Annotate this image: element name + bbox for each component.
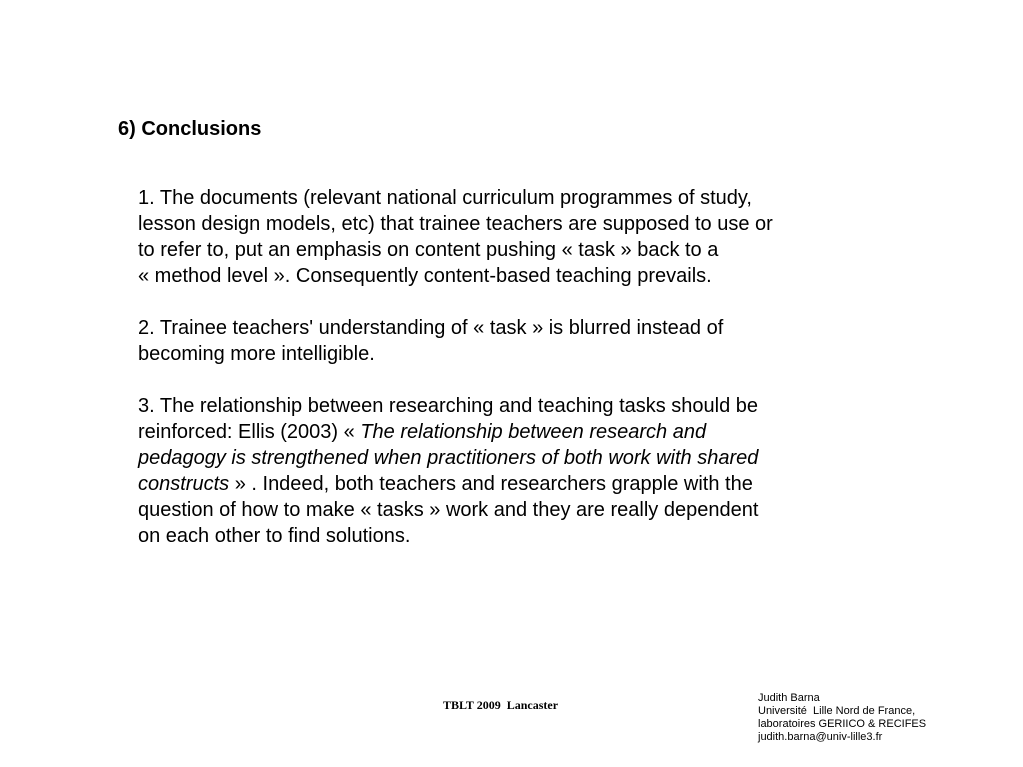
- conference-footer: TBLT 2009 Lancaster: [443, 698, 559, 712]
- point-3-line: on each other to find solutions.: [138, 525, 411, 547]
- conclusion-point-1: [138, 185, 898, 289]
- point-3-text: reinforced: Ellis (2003) «: [138, 421, 361, 443]
- point-3-line: [138, 419, 898, 445]
- point-1-line: 1. The documents (relevant national curriculum programmes of study,: [138, 187, 752, 209]
- point-3-text: » . Indeed, both teachers and researchers grapple with the: [229, 473, 753, 495]
- conclusion-point-2: [138, 315, 898, 367]
- point-2-line: becoming more intelligible.: [138, 343, 375, 365]
- point-3-line: 3. The relationship between researching and teaching tasks should be: [138, 395, 759, 417]
- author-university: Université Lille Nord de France,: [758, 705, 916, 717]
- author-laboratories: laboratoires GERIICO & RECIFES: [758, 718, 927, 730]
- conclusion-point-3: [138, 393, 898, 549]
- ellis-quote: The relationship between research and: [360, 421, 707, 443]
- author-email: judith.barna@univ-lille3.fr: [758, 731, 883, 743]
- point-2-line: 2. Trainee teachers' understanding of « task » is blurred instead of: [138, 317, 724, 339]
- author-name: Judith Barna: [758, 692, 820, 704]
- point-3-line: [138, 471, 898, 497]
- author-info: [758, 692, 926, 744]
- point-3-line: question of how to make « tasks » work and they are really dependent: [138, 499, 759, 521]
- ellis-quote: constructs: [138, 473, 230, 495]
- conclusions-body: [138, 185, 898, 575]
- point-1-line: lesson design models, etc) that trainee teachers are supposed to use or: [138, 213, 773, 235]
- slide-heading: 6) Conclusions: [118, 118, 262, 140]
- ellis-quote: pedagogy is strengthened when practitioners of both work with shared: [138, 447, 759, 469]
- point-1-line: « method level ». Consequently content-based teaching prevails.: [138, 265, 712, 287]
- point-1-line: to refer to, put an emphasis on content pushing « task » back to a: [138, 239, 719, 261]
